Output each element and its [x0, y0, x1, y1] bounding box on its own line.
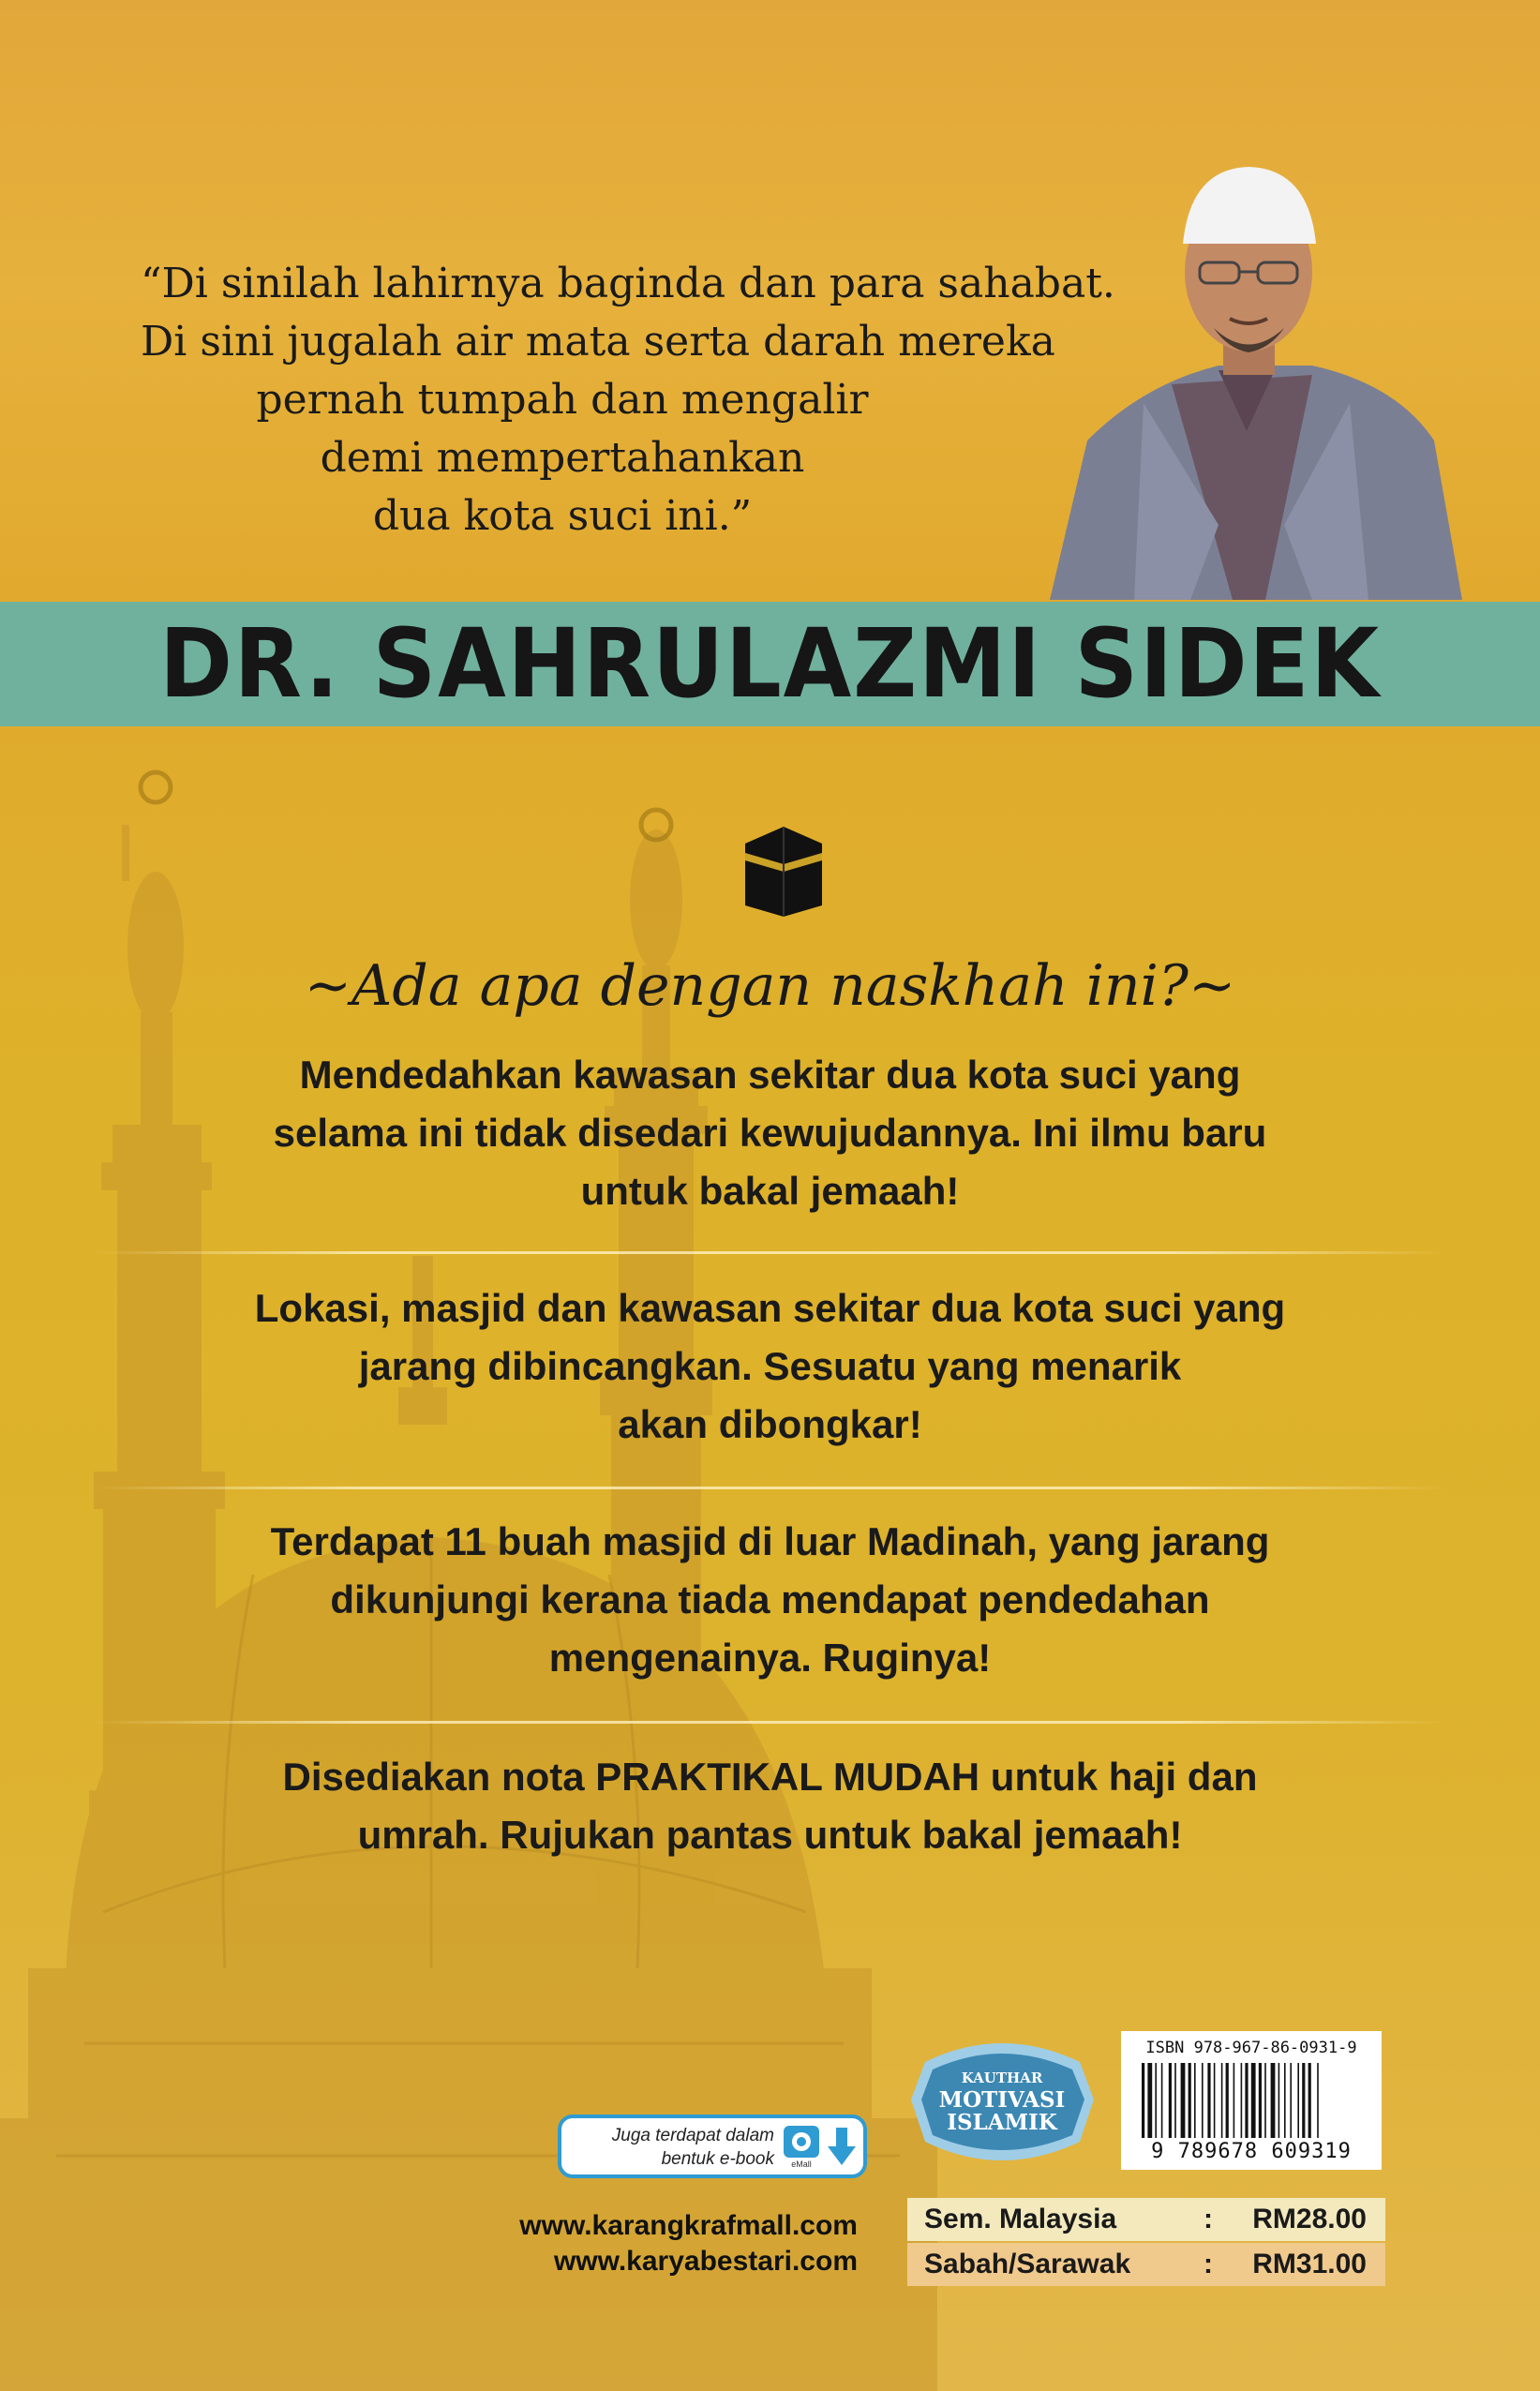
kauthar-motivasi-islamik-logo: [906, 2025, 1099, 2179]
emall-icon: [782, 2124, 821, 2169]
blurb-line: Terdapat 11 buah masjid di luar Madinah, yang jarang: [270, 1519, 1270, 1563]
blurb-line: dikunjungi kerana tiada mendapat pendedahan: [330, 1577, 1210, 1621]
barcode-bar: [1271, 2063, 1276, 2138]
price-separator: :: [1204, 2204, 1213, 2234]
divider: [94, 1721, 1446, 1724]
barcode-bar: [1290, 2063, 1292, 2138]
ebook-line: bentuk e-book: [661, 2149, 774, 2169]
blurb-line: mengenainya. Ruginya!: [548, 1636, 992, 1680]
barcode-bar: [1308, 2063, 1311, 2138]
blurb-point-2: [169, 1279, 1371, 1454]
barcode-bar: [1202, 2063, 1204, 2138]
blurb-point-4: [169, 1748, 1371, 1864]
price-separator: :: [1204, 2249, 1213, 2279]
ebook-text: [573, 2124, 774, 2171]
author-name-band: [0, 602, 1540, 726]
barcode-number: 9 789678 609319: [1151, 2140, 1352, 2163]
barcode-bar: [1169, 2063, 1172, 2138]
price-value: RM28.00: [1252, 2204, 1367, 2234]
website-link-karyabestari[interactable]: www.karyabestari.com: [553, 2246, 858, 2277]
blurb-point-1: [169, 1046, 1371, 1220]
blurb-line: jarang dibincangkan. Sesuatu yang menarik: [358, 1344, 1182, 1388]
barcode-bar: [1147, 2063, 1152, 2138]
price-row: [907, 2198, 1385, 2241]
barcode-bar: [1245, 2063, 1248, 2138]
logo-text-islamik: ISLAMIK: [947, 2110, 1057, 2135]
barcode-bar: [1233, 2063, 1235, 2138]
barcode-bar: [1302, 2063, 1305, 2138]
author-name: DR. SAHRULAZMI SIDEK: [159, 608, 1381, 720]
kaaba-icon: [743, 825, 824, 919]
barcode-bar: [1284, 2063, 1286, 2138]
price-value: RM31.00: [1252, 2249, 1367, 2279]
quote-line: pernah tumpah dan mengalir: [256, 376, 869, 424]
price-row: [907, 2243, 1385, 2286]
barcode-bar: [1161, 2063, 1163, 2138]
barcode-bar: [1189, 2063, 1191, 2138]
barcode-bar: [1226, 2063, 1229, 2138]
barcode-bar: [1251, 2063, 1256, 2138]
barcode-bar: [1259, 2063, 1262, 2138]
logo-text-motivasi: MOTIVASI: [938, 2087, 1066, 2113]
divider: [94, 1487, 1446, 1489]
barcode-bar: [1174, 2063, 1176, 2138]
blurb-point-3: [169, 1513, 1371, 1687]
barcode-bar: [1142, 2063, 1144, 2138]
download-arrow-icon: [826, 2126, 858, 2167]
website-link-karangkrafmall[interactable]: www.karangkrafmall.com: [519, 2210, 858, 2241]
barcode-bar: [1264, 2063, 1266, 2138]
blurb-line: selama ini tidak disedari kewujudannya. Ini ilmu baru: [273, 1111, 1267, 1155]
isbn-number: ISBN 978-967-86-0931-9: [1145, 2039, 1357, 2057]
blurb-line: Lokasi, masjid dan kawasan sekitar dua kota suci yang: [254, 1286, 1286, 1330]
author-quote: [141, 255, 1115, 545]
author-photo: [1031, 131, 1462, 600]
barcode-bar: [1155, 2063, 1157, 2138]
ebook-badge[interactable]: [558, 2115, 867, 2178]
blurb-line: umrah. Rujukan pantas untuk bakal jemaah!: [357, 1813, 1183, 1857]
emall-label: eMall: [791, 2159, 812, 2169]
divider: [94, 1251, 1446, 1254]
barcode-bar: [1297, 2063, 1299, 2138]
barcode-bars: [1142, 2063, 1372, 2138]
barcode-bar: [1207, 2063, 1210, 2138]
quote-line: dua kota suci ini.”: [372, 492, 753, 540]
barcode-bar: [1214, 2063, 1216, 2138]
barcode-bar: [1221, 2063, 1223, 2138]
blurb-line: akan dibongkar!: [618, 1402, 922, 1446]
barcode-bar: [1181, 2063, 1186, 2138]
quote-line: “Di sinilah lahirnya baginda dan para sahabat.: [141, 260, 1115, 307]
barcode-bar: [1278, 2063, 1280, 2138]
barcode-bar: [1241, 2063, 1243, 2138]
section-heading: ~Ada apa dengan naskhah ini?~: [304, 953, 1236, 1019]
quote-line: Di sini jugalah air mata serta darah mereka: [141, 318, 1055, 366]
blurb-line: Mendedahkan kawasan sekitar dua kota suci yang: [299, 1053, 1241, 1097]
logo-text-kauthar: KAUTHAR: [961, 2070, 1043, 2086]
price-region: Sem. Malaysia: [924, 2204, 1117, 2234]
barcode-bar: [1194, 2063, 1196, 2138]
barcode-bar: [1317, 2063, 1319, 2138]
quote-line: demi mempertahankan: [320, 434, 805, 482]
blurb-line: untuk bakal jemaah!: [580, 1169, 960, 1213]
price-region: Sabah/Sarawak: [924, 2249, 1131, 2279]
isbn-barcode: [1121, 2031, 1382, 2170]
blurb-line: Disediakan nota PRAKTIKAL MUDAH untuk haji dan: [282, 1755, 1258, 1799]
ebook-line: Juga terdapat dalam: [611, 2126, 774, 2145]
